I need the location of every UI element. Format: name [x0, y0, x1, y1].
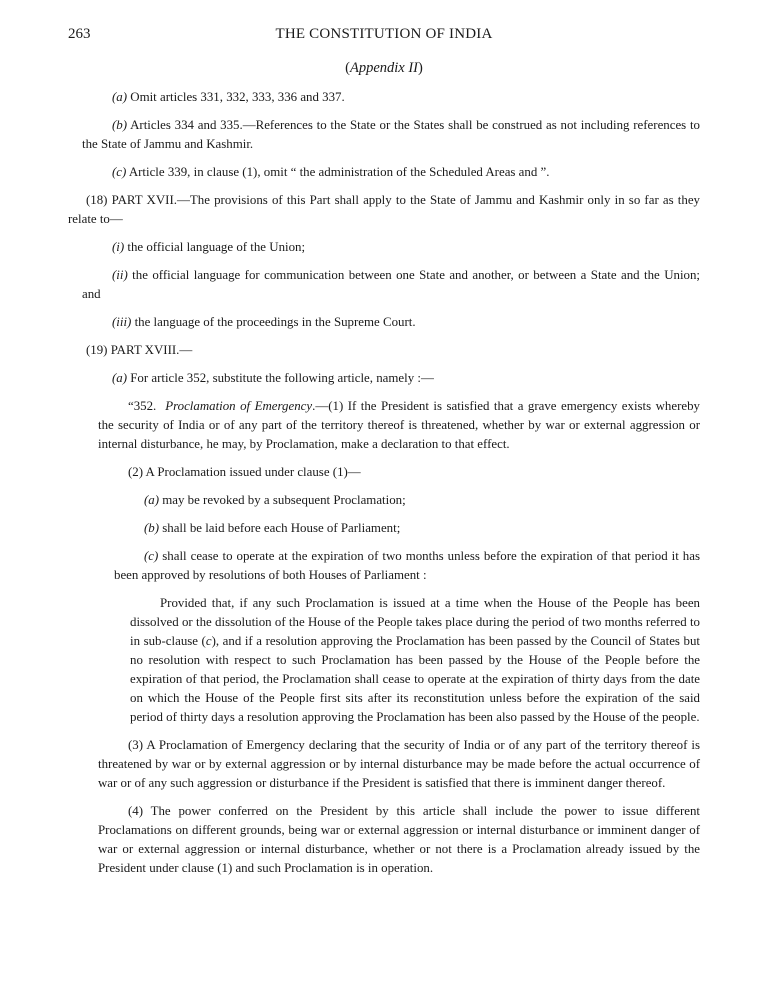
article-heading: Proclamation of Emergency [165, 399, 313, 413]
clause-3-proclamation-before-occurrence [98, 736, 700, 793]
clause-2-proclamation-issued [128, 463, 700, 482]
clause-marker: (a) [112, 90, 128, 104]
appendix-label: (Appendix II) [345, 60, 423, 76]
subclause-a-revoked [144, 491, 700, 510]
item-ii-communication-language [82, 266, 700, 304]
clause-text: (19) PART XVIII.— [86, 343, 193, 357]
clause-text: the official language of the Union; [124, 240, 306, 254]
clause-marker: (c) [144, 549, 159, 563]
page-header [68, 26, 700, 48]
clause-text: shall cease to operate at the expiration of two months unless before the expiration of that period it has been approved by resolutions of both Houses of Parliament : [114, 549, 700, 582]
document-body [68, 88, 700, 878]
clause-text: Articles 334 and 335.—References to the State or the States shall be construed as not including references to the State of Jammu and Kashmir. [82, 118, 700, 151]
clause-text: (18) PART XVII.—The provisions of this Part shall apply to the State of Jammu and Kashmir only in so far as they relate to— [68, 193, 700, 226]
clause-text: (4) The power conferred on the President by this article shall include the power to issue different Proclamations on different grounds, being war or external aggression or internal disturbance or imminent danger of war or external aggression or internal disturbance, whether or not there is a Proclamation already issued by the President under clause (1) and such Proclamation is in operation. [98, 804, 700, 875]
clause-b-articles-334-335 [82, 116, 700, 154]
clause-marker: (b) [144, 521, 160, 535]
clause-text: shall be laid before each House of Parliament; [159, 521, 401, 535]
running-title: THE CONSTITUTION OF INDIA [275, 26, 493, 42]
clause-text: the language of the proceedings in the Supreme Court. [131, 315, 416, 329]
clause-marker: (a) [144, 493, 160, 507]
clause-text: .—(1) If the President is satisfied that a grave emergency exists whereby the security of India or of any part of the territory thereof is threatened, whether by war or external aggression or internal disturbance, he may, by Proclamation, make a declaration to that effect. [98, 399, 700, 451]
item-i-official-language [112, 238, 700, 257]
clause-marker: (i) [112, 240, 125, 254]
clause-marker: (iii) [112, 315, 132, 329]
page-number: 263 [68, 26, 91, 42]
subclause-c-cease-to-operate [114, 547, 700, 585]
clause-marker: (a) [112, 371, 128, 385]
clause-text: the official language for communication between one State and another, or between a State and the Union; and [82, 268, 700, 301]
clause-text: (2) A Proclamation issued under clause (1)— [128, 465, 361, 479]
clause-text: For article 352, substitute the following article, namely :— [127, 371, 434, 385]
item-iii-supreme-court-language [112, 313, 700, 332]
proviso-text-end: ), and if a resolution approving the Proclamation has been passed by the Council of States but no resolution with respect to such Proclamation has been passed by the House of the People before the expiration of that period, the Proclamation shall cease to operate at the expiration of thirty days from the date on which the House of the People first sits after its reconstitution unless before the expiration of the said period of thirty days a resolution approving the Proclamation has been also passed by the House of the people. [130, 634, 700, 724]
part-xvii-paragraph [68, 191, 700, 229]
clause-text: Article 339, in clause (1), omit “ the administration of the Scheduled Areas and ”. [126, 165, 550, 179]
article-number: “352. [128, 399, 166, 413]
clause-a-omit-articles [112, 88, 700, 107]
clause-text: (3) A Proclamation of Emergency declaring that the security of India or of any part of the territory thereof is threatened by war or by external aggression or by internal disturbance may be made before the actual occurrence of war or of any such aggression or disturbance if the President is satisfied that there is imminent danger thereof. [98, 738, 700, 790]
subclause-b-laid-before-parliament [144, 519, 700, 538]
clause-marker: (c) [112, 165, 127, 179]
clause-c-article-339 [112, 163, 700, 182]
proviso-text-start: Provided that, if any such Proclamation is issued at a time when the House of the People has been dissolved or the dissolution of the House of the People takes place during the period of two months referred to in sub-clause ( [130, 596, 700, 648]
clause-text: Omit articles 331, 332, 333, 336 and 337. [127, 90, 345, 104]
clause-text: may be revoked by a subsequent Proclamation; [159, 493, 406, 507]
article-352-proclamation [98, 397, 700, 454]
clause-marker: (ii) [112, 268, 128, 282]
clause-marker: (b) [112, 118, 128, 132]
proviso-paragraph [130, 594, 700, 727]
part-xviii-heading [86, 341, 700, 360]
proviso-subclause-ref: c [205, 634, 212, 648]
clause-4-different-proclamations [98, 802, 700, 878]
clause-a-substitute-article-352 [112, 369, 700, 388]
appendix-text: Appendix II [349, 60, 419, 76]
